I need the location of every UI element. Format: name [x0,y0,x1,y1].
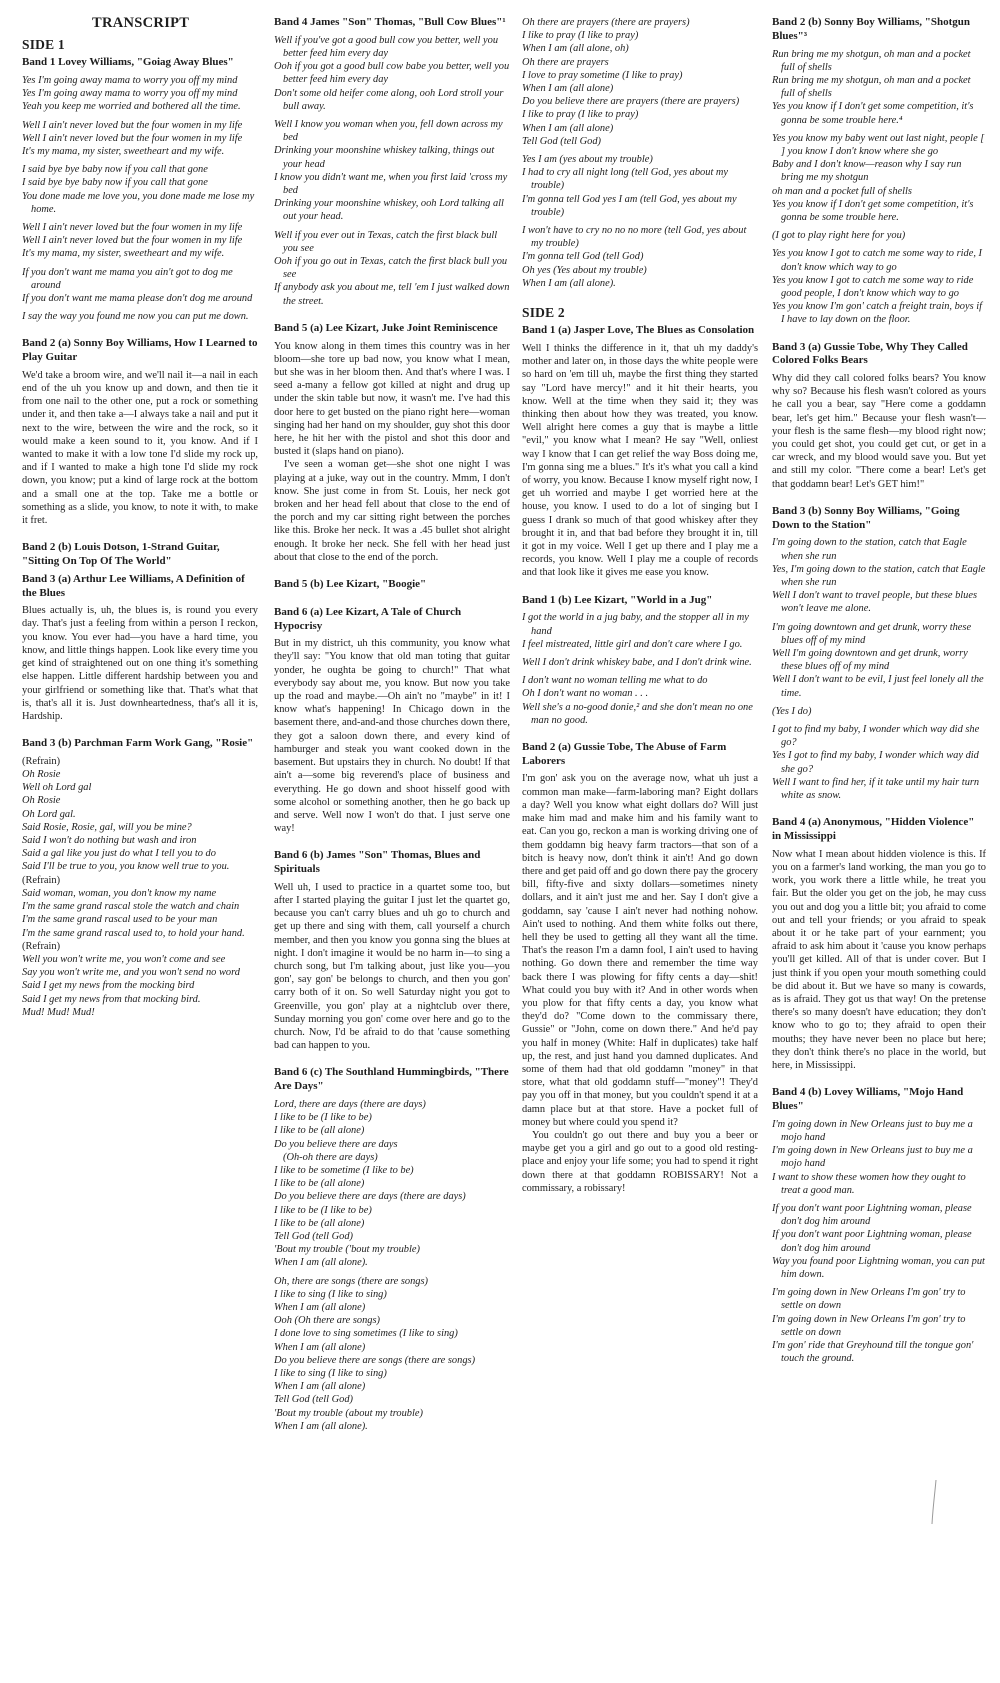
prose-paragraph: I'm gon' ask you on the average now, what uh just a common man make—farm-laboring man? Eight dollars a day? Well you know what eight dollars do? Will just make him mad and make him and his family want to eat. Can you go, reckon a man is working driving one of them goddamn big heavy farm tractors—that son of a bitch is heavy now, don't think it ain't! And go down there and get paid off and go down there pay the grocery bill, fifty-five and sixty dollars—sometimes ninety dollars, and it ain't just me and her. Say I don't give a goddamn, say 'cause I ain't never had nothing nohow. Ain't used to nothing. And them white folks out there, hell they be used to getting all they want all the time. That's the reason I'm a damn fool, I ain't used to having nothing. Go down there and remember the time way back there I was plowing for fifty cents a day—shit! What could you buy with it? And in other words when you plow for that fifty cents a day, you know what they'd do? "Come down to the commissary there, Gussie" or "John, come on down there." And he'd pay you half in money (White: Half in duplicates) take half up, the rest, and just hand you damned duplicates. And some of them had that old goddamn "money" in that store, what that old goddamn stuff—"money"! They'd pay you off in that money, but you couldn't spend it at a damn place but at that store. Have a pocket full of money but where could you spend it? [522,773,758,1128]
band-section [22,737,258,1019]
lyric-line: Said Rosie, Rosie, gal, will you be mine? [22,821,192,833]
lyric-line: Yes I'm going away mama to worry you off my mind [22,74,238,86]
lyric-line: Yeah you keep me worried and bothered all the time. [22,101,241,113]
lyric-line: Well I ain't never loved but the four women in my life [22,221,243,233]
lyric-line: I like to pray (I like to pray) [522,109,639,121]
lyric-line: Oh there are prayers [522,56,609,68]
band-title: Band 3 (a) Arthur Lee Williams, A Definition of the Blues [22,572,245,599]
lyric-line: Tell God (tell God) [522,135,601,147]
lyric-line: Oh Rosie [22,795,61,807]
lyric-line: Oh there are prayers (there are prayers) [522,17,690,28]
lyric-line: I like to be (all alone) [274,1217,365,1229]
lyric-line: Said I get my news from that mocking bird. [22,993,201,1005]
band-title: Band 3 (a) Gussie Tobe, Why They Called Colored Folks Bears [772,340,968,367]
lyric-line: Well you won't write me, you won't come and see [22,953,226,965]
lyric-line: Yes you know I'm gon' catch a freight train, boys if I have to lay down on the floor. [772,301,983,326]
lyric-line: When I am (all alone). [522,277,616,289]
prose-paragraph: I've seen a woman get—she shot one night I was playing at a juke, way out in the country. Mmm, I don't know. She just come in from St. Louis, her neck got broken and her head fell about that close to the end of the porch and my car sitting right between the porches like this. Broke her neck. It was a .45 bullet shot alright enough. It broke her neck. She fell with her head just about that close to the end of the porch. [274,459,510,563]
prose-paragraph: Blues actually is, uh, the blues is, is round you every day. That's just a feeling from within a person I reckon, you know. You ever had—you have a hard time, you know, and little things happen. Look like every time you get kind of straightened out on one thing it's something else happen. Little different hardship between you and your girlfriend or something like that. That's what that is, that's all it is. Just downheartedness, that's all it is, Hardship. [22,605,258,722]
column-2 [274,16,510,1447]
lyric-line: I'm gon' ride that Greyhound till the tongue gon' touch the ground. [772,1339,974,1365]
column-3 [522,16,758,1209]
lyric-line: Run bring me my shotgun, oh man and a pocket full of shells [772,74,971,100]
lyric-line: Baby and I don't know—reason why I say run bring me my shotgun [772,159,962,184]
prose-paragraph: Now what I mean about hidden violence is this. If you on a farmer's land working, the man you go to work, you work there a little while, he treat you fair. But the older you get on the job, he may cuss you out and dog you a little bit; you afraid to come out and tell your friends; or you afraid to speak about it or he take part of your earnment; you afraid to ask him about it 'cause you know perhaps you'll get killed. All of that is under cover. But I just think if you open your mouth something could be did about it. But we have so many is cowards, as is afraid. They got us that way! On the pretense there's so many doesn't have education; they don't know who to go to; they afraid to open their mouths; they have never been no place but here; they don't think there's no place in the world, but here, in Mississippi. [772,848,986,1071]
band-section [772,341,986,491]
lyric-line: oh man and a pocket full of shells [772,185,912,197]
lyric-line: If you don't want me mama you ain't got to dog me around [22,266,233,291]
lyric-continuation [522,16,758,290]
lyric-line: I like to be sometime (I like to be) [274,1164,414,1176]
band-section [274,16,510,308]
band-section [274,578,510,592]
band-section [22,56,258,323]
lyric-line: I'm the same grand rascal used to be your man [22,914,218,926]
side-heading: SIDE 1 [22,37,65,52]
lyric-line: I got the world in a jug baby, and the stopper all in my hand [522,612,749,637]
column-4 [772,16,986,1379]
lyric-line: When I am (all alone) [522,122,614,134]
lyric-line: I know you didn't want me, when you first laid 'cross my bed [274,171,508,196]
band-section [772,816,986,1072]
lyric-line: Yes you know I got to catch me some way to ride good people, I don't know which way to go [772,274,974,299]
lyric-line: Say you won't write me, and you won't send no word [22,967,240,979]
lyric-line: I like to sing (I like to sing) [274,1288,387,1300]
lyric-line: Way you found poor Lightning woman, you can put him down. [772,1255,985,1280]
lyric-line: Yes I am (yes about my trouble) [522,154,653,166]
lyric-line: 'Bout my trouble (about my trouble) [274,1407,423,1419]
lyric-line: Yes you know if I don't get some competition, it's gonna be some trouble here. [772,198,974,223]
lyric-line: I'm gonna tell God (tell God) [522,251,644,263]
lyric-line: I'm going down in New Orleans I'm gon' try to settle on down [772,1313,966,1338]
lyric-line: Do you believe there are days (there are days) [274,1191,466,1203]
lyric-line: I like to be (all alone) [274,1125,365,1137]
lyric-line: I'm going downtown and get drunk, worry these blues off of my mind [772,621,972,646]
lyric-line: Well I'm going downtown and get drunk, worry these blues off of my mind [772,648,968,673]
band-title: Band 1 Lovey Williams, "Goiag Away Blues" [22,56,234,69]
lyric-line: Well I ain't never loved but the four women in my life [22,119,243,131]
prose-paragraph: You know along in them times this country was in her bloom—she tore up bad now, you know what I mean, but she was in her bloom then. And that's where I was. I seed a-many a fellow got killed at night and drug up under the skin table but now, it wasn't me. I've had this door here to get busted on the piano right here—woman singing had her hand on my shoulder, guy shot this door here, he hit her with the pistol and shot this door and busted it (slaps hand on piano). [274,340,510,458]
band-prose [772,848,986,1072]
lyric-line: Yes I'm going away mama to worry you off my mind [22,88,238,100]
band-section [522,324,758,579]
lyric-line: Well I ain't never loved but the four women in my life [22,132,243,144]
lyric-line: Mud! Mud! Mud! [22,1006,95,1018]
prose-paragraph: But in my district, uh this community, you know what they'll say: "You know that old man toting that guitar yonder, he oughta be going to church!" That what everybody say about me, you know. But now you take up the road and maybe.—Oh ain't no "maybe" in it! I know what's happening! In Chicago down in the basement there, and-and-and those churches down there, they got a saloon down there, and every kind of hamburger and steak you want cooked down in the basement. But upstairs they in church. No doubt! If that ain't a—some big reverend's place of business and everything. He go down and shoot hisself good with some alcohol or something another, then he go back up and serve. Well now I won't do that. I just serve one way! [274,638,510,835]
band-title: Band 3 (b) Sonny Boy Williams, "Going Down to the Station" [772,504,960,531]
lyric-line: Well I don't drink whiskey babe, and I don't drink wine. [522,656,752,668]
lyric-line: I want to show these women how they ought to treat a good man. [772,1171,966,1196]
lyric-line: I said bye bye baby now if you call that gone [22,164,208,176]
lyric-line: (Oh-oh there are days) [283,1151,378,1163]
lyric-line: I'm the same grand rascal used to, to hold your hand. [22,927,245,939]
prose-paragraph: Well uh, I used to practice in a quartet some too, but after I started playing the guitar I just let the quartet go, because you can't carry blues and uh go to church and get up there and sing with them, call yourself a church member, and then you know you gonna sing the blues at night. I don't imagine it would be no harm in—to sing a church song, but I'm talking about, just like you—you gon', say gon' be belongs to church, and then you gon' carry both of it on. So well Saturday night you got to Greenville, you gon' play at a nightclub over there, Sunday morning you gon' come over here and go to the church. Now, I'd be afraid to do that 'cause something bad can happen to you. [274,881,510,1052]
lyric-line: When I am (all alone) [274,1341,366,1353]
lyric-line: I feel mistreated, little girl and don't care where I go. [522,638,743,650]
lyric-line: I like to pray (I like to pray) [522,30,639,42]
lyric-line: Ooh if you go out in Texas, catch the first black bull you see [274,256,508,281]
lyric-line: I'm the same grand rascal stole the watch and chain [22,901,240,913]
lyric-line: Well I don't want to travel people, but these blues won't leave me alone. [772,590,978,615]
lyric-line: You done made me love you, you done made me lose my home. [22,190,255,215]
lyric-line: When I am (all alone). [274,1420,368,1432]
band-title: Band 4 James "Son" Thomas, "Bull Cow Blues"¹ [274,16,506,28]
lyric-line: Yes you know if I don't get some competition, it's gonna be some trouble here.⁴ [772,101,974,126]
lyric-line: Don't some old heifer come along, ooh Lord stroll your bull away. [274,87,504,112]
lyric-line: Well I know you woman when you, fell down across my bed [274,118,503,144]
lyric-line: Ooh if you got a good bull cow babe you better, well you better feed him every day [274,61,510,86]
lyric-line: When I am (all alone). [274,1257,368,1269]
lyric-line: Oh Lord gal. [22,808,76,820]
lyric-line: Well she's a no-good donie,² and she don't mean no one man no good. [522,701,753,726]
band-prose [522,772,758,1195]
lyric-line: When I am (all alone) [274,1302,366,1313]
lyric-line: When I am (all alone, oh) [522,43,629,55]
lyric-line: Drinking your moonshine whiskey, ooh Lord talking all out your head. [274,198,504,223]
prose-paragraph: Well I thinks the difference in it, that uh my daddy's mother and later on, in those days the white people were so hard on 'em till uh, maybe the first thing they started say "Lord have mercy!" and it hit their hearts, you know. Well at the time when they said it; they was thinking then about how they was treated, you know. Well alright here comes a guy that is maybe a little "evil," you know what I mean? He say "Well, onliest way I know that I can get relief the way Boss doing me, I'm gonna sing me a blues." It's it's what you call a kind of worry, you know. Because I know myself right now, I get uh worried and maybe I get worried here at the house, you know. I used to do a lot of singing but I guess I drank so much of that good whiskey after they brought it in, and that bad before they brought it in, till it got in my voice. Well I get up there and I play me a records, you know. Well I play me a couple of records and that look like it gives me ease you know. [522,342,758,579]
band-section [22,541,258,569]
lyric-line: Do you believe there are prayers (there are prayers) [522,96,740,108]
band-title: Band 6 (b) James "Son" Thomas, Blues and Spirituals [274,849,481,876]
band-title: Band 3 (b) Parchman Farm Work Gang, "Rosie" [22,737,254,750]
band-section [22,573,258,723]
band-title: Band 6 (a) Lee Kizart, A Tale of Church Hypocrisy [274,605,462,632]
column-1 [22,34,258,1033]
lyric-line: Well I ain't never loved but the four women in my life [22,235,243,247]
lyric-line: Yes I got to find my baby, I wonder which way did she go? [772,750,979,775]
prose-paragraph: We'd take a broom wire, and we'll nail it—a nail in each end of the uh you know up and down, and then tie it from one nail to the other one, put a rock or something under it, and then take a—I always take a nail and put it next to the wire, between the wire and the rock, so it would make a keen sound to it, you know. And if I wanted to make it with a low tone I'd slide my rock up, and if I wanted to make a high tone I'd slide my rock down, you know; put a kind of large rock at the bottom and a small one at the top. Take me a bottle or something as a slide, you know, to note it with, to make it fret. [22,369,258,527]
lyric-line: Said I get my news from the mocking bird [22,980,195,992]
lyric-line: I like to be (I like to be) [274,1204,372,1216]
lyric-line: Well I want to find her, if it take until my hair turn white as snow. [772,776,980,802]
band-title: Band 2 (b) Sonny Boy Williams, "Shotgun Blues"³ [772,16,970,42]
band-prose [522,342,758,580]
lyric-line: Ooh (Oh there are songs) [274,1315,381,1327]
band-title: Band 1 (a) Jasper Love, The Blues as Consolation [522,324,755,337]
lyric-line: Tell God (tell God) [274,1394,353,1406]
lyric-line: I'm going down in New Orleans just to buy me a mojo hand [772,1118,973,1143]
lyric-line: I like to be (I like to be) [274,1112,372,1124]
lyric-line: Oh yes (Yes about my trouble) [522,264,647,276]
refrain-tag: (Refrain) [22,755,61,767]
lyric-line: When I am (all alone) [522,83,614,95]
lyric-line: Yes you know I got to catch me some way to ride, I don't know which way to go [772,248,982,273]
band-title: Band 2 (b) Louis Dotson, 1-Strand Guitar, "Sitting On Top Of The World" [22,541,220,568]
lyric-line: I won't have to cry no no no more (tell God, yes about my trouble) [522,225,747,250]
band-section [522,741,758,1195]
lyric-line: I like to be (all alone) [274,1178,365,1190]
side-heading: SIDE 2 [522,305,565,321]
lyric-line: Oh, there are songs (there are songs) [274,1275,429,1287]
lyric-line: Lord, there are days (there are days) [274,1098,426,1110]
lyric-line: If you don't want poor Lightning woman, please don't dog him around [772,1229,972,1254]
band-section [274,606,510,836]
lyric-line: I done love to sing sometimes (I like to sing) [274,1328,458,1340]
page-title: TRANSCRIPT [92,15,190,31]
lyric-line: Well if you ever out in Texas, catch the first black bull you see [274,229,498,254]
lyric-line: I'm going down in New Orleans just to buy me a mojo hand [772,1145,973,1170]
lyric-line: Oh Rosie [22,769,61,781]
lyric-line: Yes you know my baby went out last night, people [ ] you know I don't know where she go [772,132,985,157]
lyric-line: Said I won't do nothing but wash and iron [22,835,197,847]
band-title: Band 4 (b) Lovey Williams, "Mojo Hand Blues" [772,1086,964,1112]
lyric-line: Said I'll be true to you, you know well true to you. [22,861,230,873]
band-section [274,322,510,564]
lyric-line: It's my mama, my sister, sweetheart and my wife. [22,145,225,157]
lyric-line: It's my mama, my sister, sweetheart and my wife. [22,248,225,260]
lyric-line: 'Bout my trouble ('bout my trouble) [274,1244,420,1256]
lyric-line: I like to sing (I like to sing) [274,1368,387,1380]
lyric-line: Well oh Lord gal [22,782,92,794]
prose-paragraph: You couldn't go out there and buy you a beer or maybe get you a girl and go out to a good old resting-place and enjoy your life some; you had to spend it right down there at that goddamn ROBISSARY! Not a commissary, a robissary! [522,1129,758,1194]
band-title: Band 4 (a) Anonymous, "Hidden Violence" in Mississippi [772,816,975,842]
lyric-line: I love to pray sometime (I like to pray) [522,69,683,81]
band-section [22,337,258,527]
band-prose [22,604,258,723]
band-prose [274,340,510,564]
band-title: Band 1 (b) Lee Kizart, "World in a Jug" [522,593,713,606]
band-section [274,849,510,1052]
lyric-line: Do you believe there are days [274,1138,398,1150]
refrain-tag: (Refrain) [22,874,61,886]
band-prose [772,372,986,491]
lyric-line: I'm going down to the station, catch that Eagle when she run [772,537,967,562]
lyric-line: (I got to play right here for you) [772,230,906,242]
band-title: Band 2 (a) Sonny Boy Williams, How I Learned to Play Guitar [22,337,258,364]
band-prose [274,881,510,1053]
lyric-line: If you don't want me mama please don't dog me around [22,292,253,304]
lyric-line: When I am (all alone) [274,1381,366,1393]
band-prose [274,637,510,835]
refrain-tag: (Refrain) [22,940,61,952]
lyric-line: If you don't want poor Lightning woman, please don't dog him around [772,1202,972,1228]
lyric-line: I said bye bye baby now if you call that gone [22,177,208,189]
lyric-line: Yes, I'm going down to the station, catch that Eagle when she run [772,563,986,588]
lyric-line: I had to cry all night long (tell God, yes about my trouble) [522,167,729,192]
lyric-line: I don't want no woman telling me what to do [522,675,708,687]
lyric-line: Said woman, woman, you don't know my name [22,887,217,899]
pencil-mark [930,1478,938,1526]
lyric-line: Oh I don't want no woman . . . [522,688,649,700]
band-title: Band 6 (c) The Southland Hummingbirds, "There Are Days" [274,1066,509,1093]
lyric-line: Well if you've got a good bull cow you better, well you better feed him every day [274,34,499,59]
lyric-line: I'm going down in New Orleans I'm gon' try to settle on down [772,1287,966,1312]
band-title: Band 2 (a) Gussie Tobe, The Abuse of Farm Laborers [522,740,727,767]
lyric-line: I say the way you found me now you can put me down. [22,311,249,323]
band-title: Band 5 (a) Lee Kizart, Juke Joint Reminiscence [274,321,498,334]
band-section [772,505,986,802]
band-title: Band 5 (b) Lee Kizart, "Boogie" [274,578,427,591]
lyric-line: Said a gal like you just do what I tell you to do [22,848,216,860]
lyric-line: Well I don't want to be evil, I just feel lonely all the time. [772,674,984,699]
lyric-line: I'm gonna tell God yes I am (tell God, yes about my trouble) [522,193,737,218]
lyric-line: Tell God (tell God) [274,1230,353,1242]
lyric-line: Drinking your moonshine whiskey talking, things out your head [274,145,495,170]
band-section [274,1066,510,1433]
band-section [522,594,758,727]
lyric-line: I got to find my baby, I wonder which way did she go? [772,724,980,749]
lyric-line: If anybody ask you about me, tell 'em I just walked down the street. [274,282,510,307]
lyric-line: Run bring me my shotgun, oh man and a pocket full of shells [772,48,971,73]
band-prose [22,369,258,527]
prose-paragraph: Why did they call colored folks bears? You know why so? Because his flesh wasn't colored as yours he call you a bear, say "Here come a goddamn bear, let's get him." Because your flesh wasn't—your flesh is the same flesh—my blood right now; you could get shot, you could get cut, or get in a car wreck, and my blood would save you. But yet and still my color. "There come a bear! Let's get that goddamn bear! Let's GET him!" [772,373,986,490]
band-section [772,1086,986,1365]
band-section [772,16,986,327]
lyric-line: Do you believe there are songs (there are songs) [274,1354,476,1366]
lyric-line: (Yes I do) [772,705,812,717]
